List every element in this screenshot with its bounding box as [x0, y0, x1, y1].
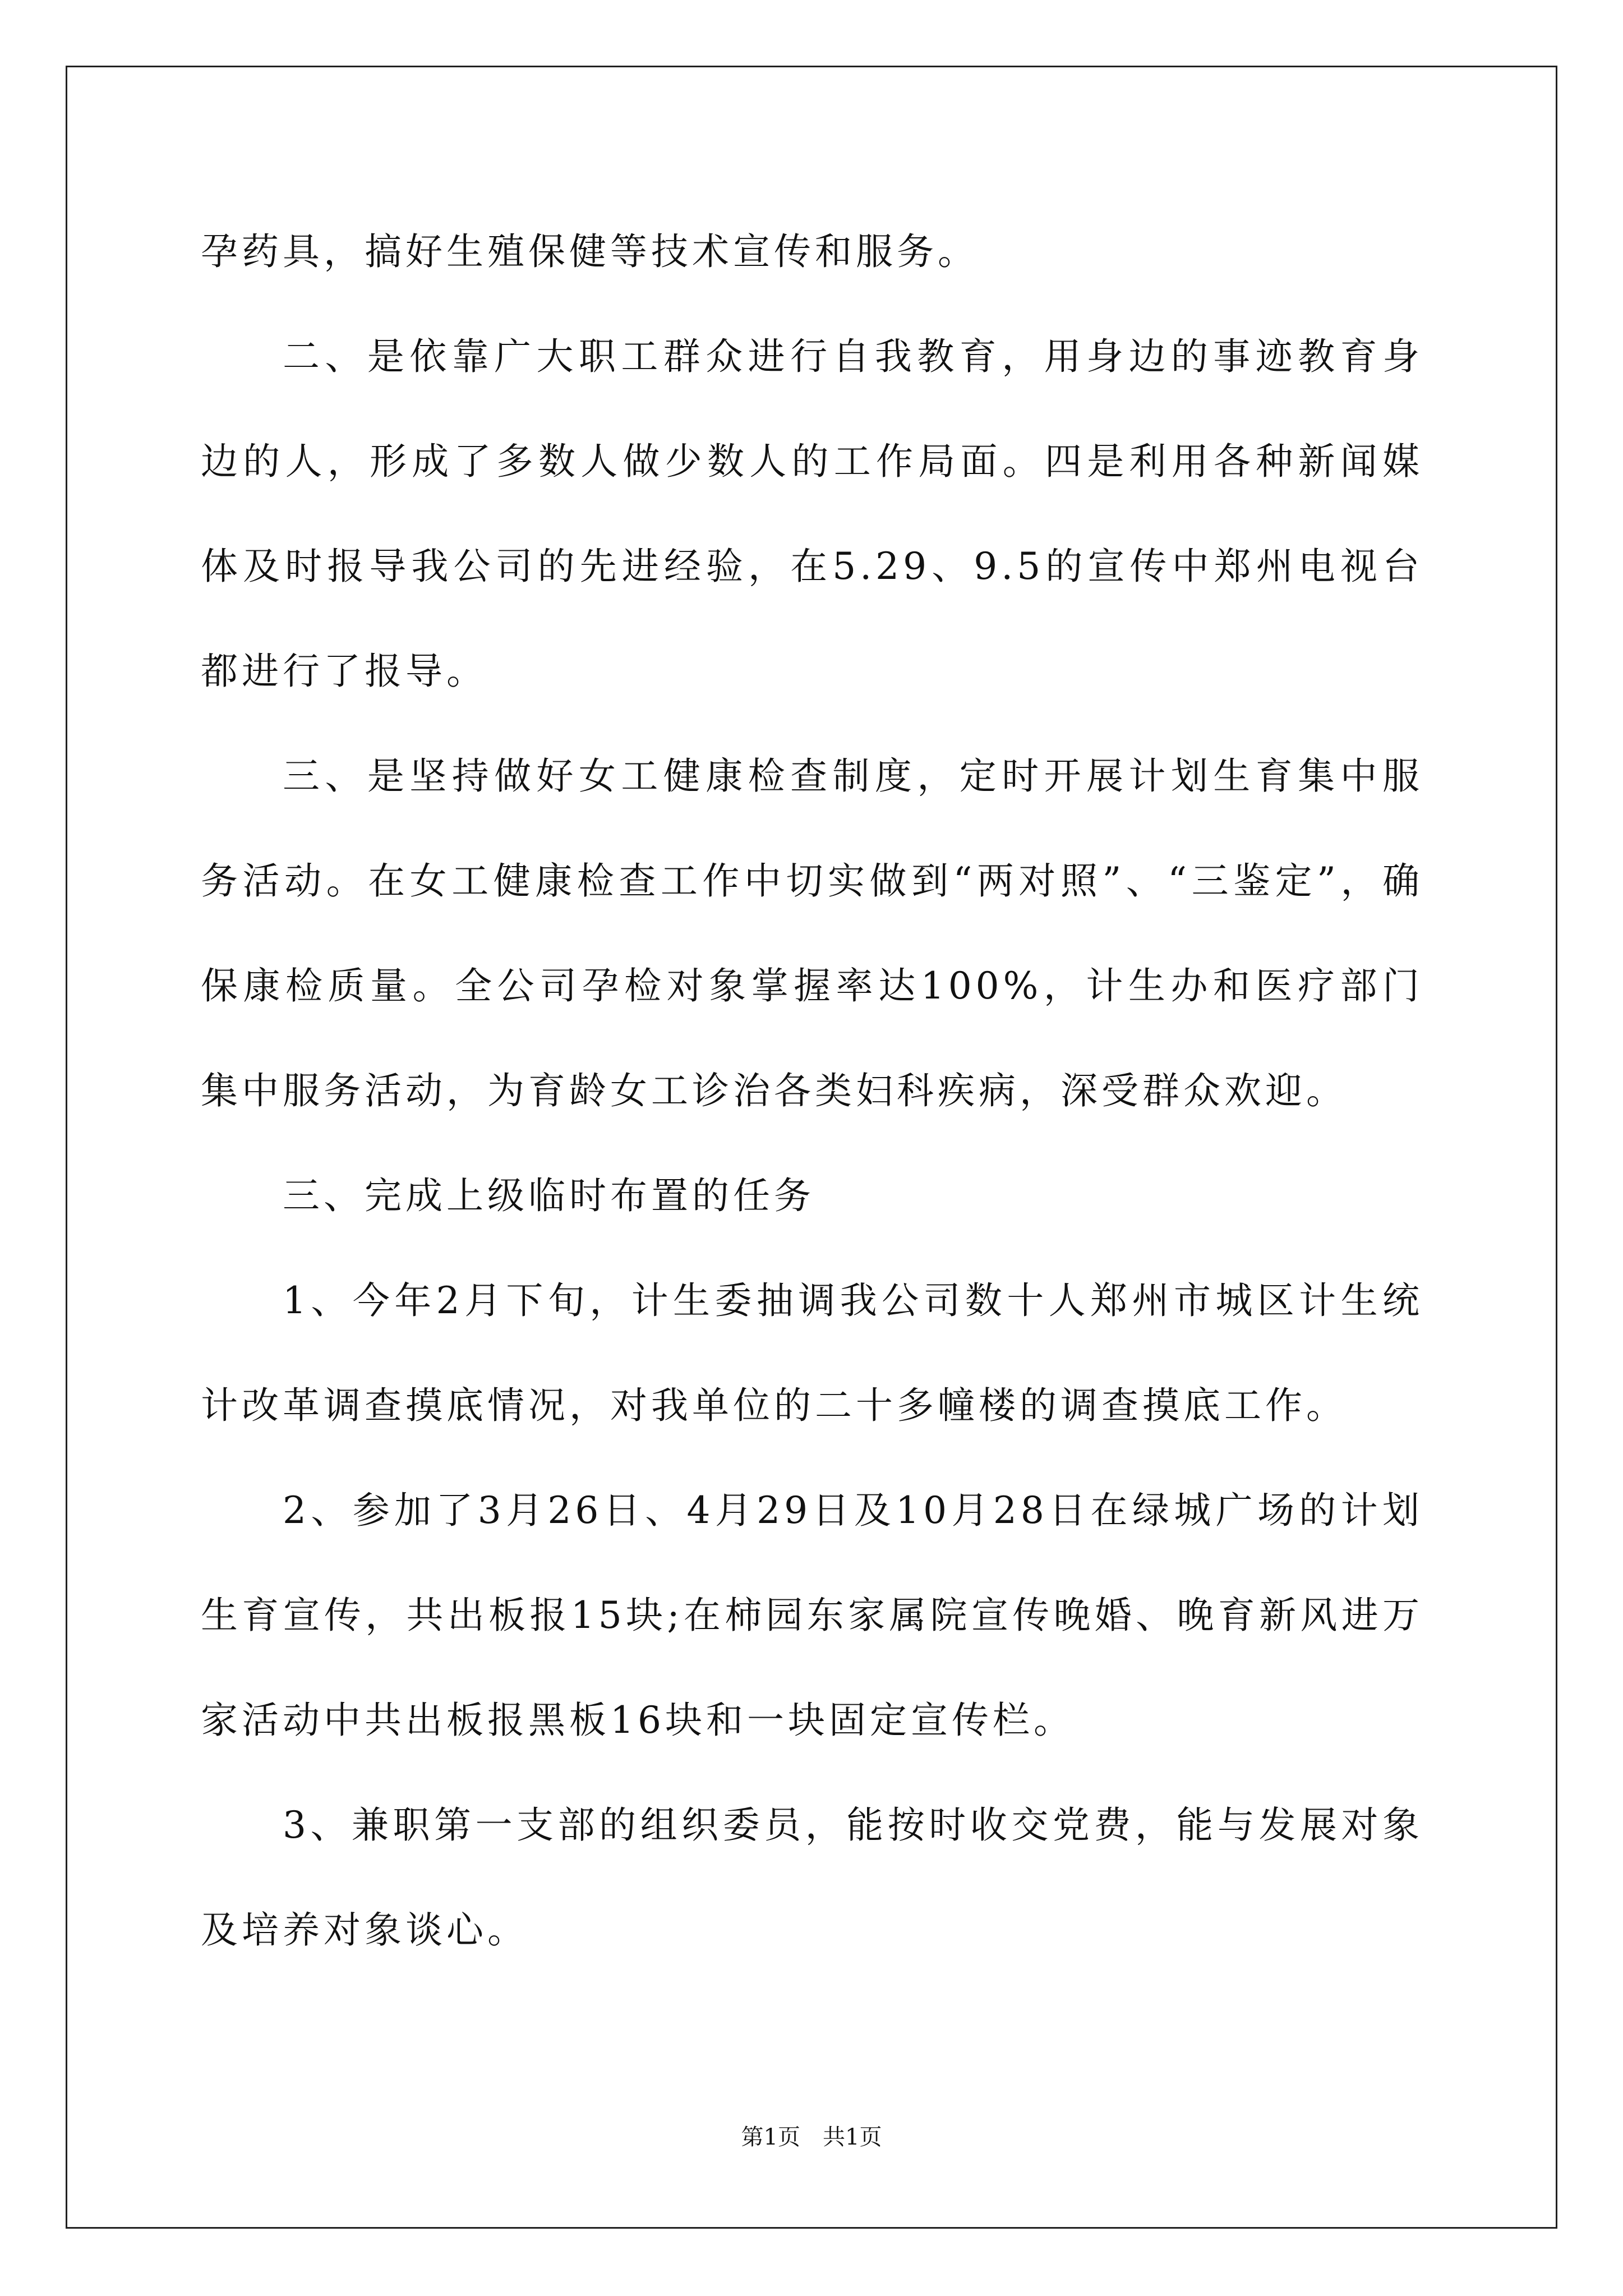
paragraph-3: 三、是坚持做好女工健康检查制度，定时开展计划生育集中服务活动。在女工健康检查工作中切实做到“两对照”、“三鉴定”，确保康检质量。全公司孕检对象掌握率达100%，计生办和医疗部门集中服务活动，为育龄女工诊治各类妇科疾病，深受群众欢迎。: [201, 754, 1423, 1112]
paragraph-item-3: 3、兼职第一支部的组织委员，能按时收交党费，能与发展对象及培养对象谈心。: [201, 1803, 1423, 1952]
paragraph-item-2: 2、参加了3月26日、4月29日及10月28日在绿城广场的计划生育宣传，共出板报15块;在柿园东家属院宣传晚婚、晚育新风进万家活动中共出板报黑板16块和一块固定宣传栏。: [201, 1489, 1423, 1742]
section-heading: 三、完成上级临时布置的任务: [283, 1174, 815, 1217]
page-number-footer: 第1页 共1页: [741, 2124, 882, 2150]
paragraph-item-1: 1、今年2月下旬，计生委抽调我公司数十人郑州市城区计生统计改革调查摸底情况，对我单位的二十多幢楼的调查摸底工作。: [201, 1279, 1423, 1427]
document-body: [201, 199, 1423, 1982]
paragraph-1: 孕药具，搞好生殖保健等技术宣传和服务。: [201, 230, 979, 273]
paragraph-2: 二、是依靠广大职工群众进行自我教育，用身边的事迹教育身边的人，形成了多数人做少数人的工作局面。四是利用各种新闻媒体及时报导我公司的先进经验，在5.29、9.5的宣传中郑州电视台都进行了报导。: [201, 335, 1423, 693]
